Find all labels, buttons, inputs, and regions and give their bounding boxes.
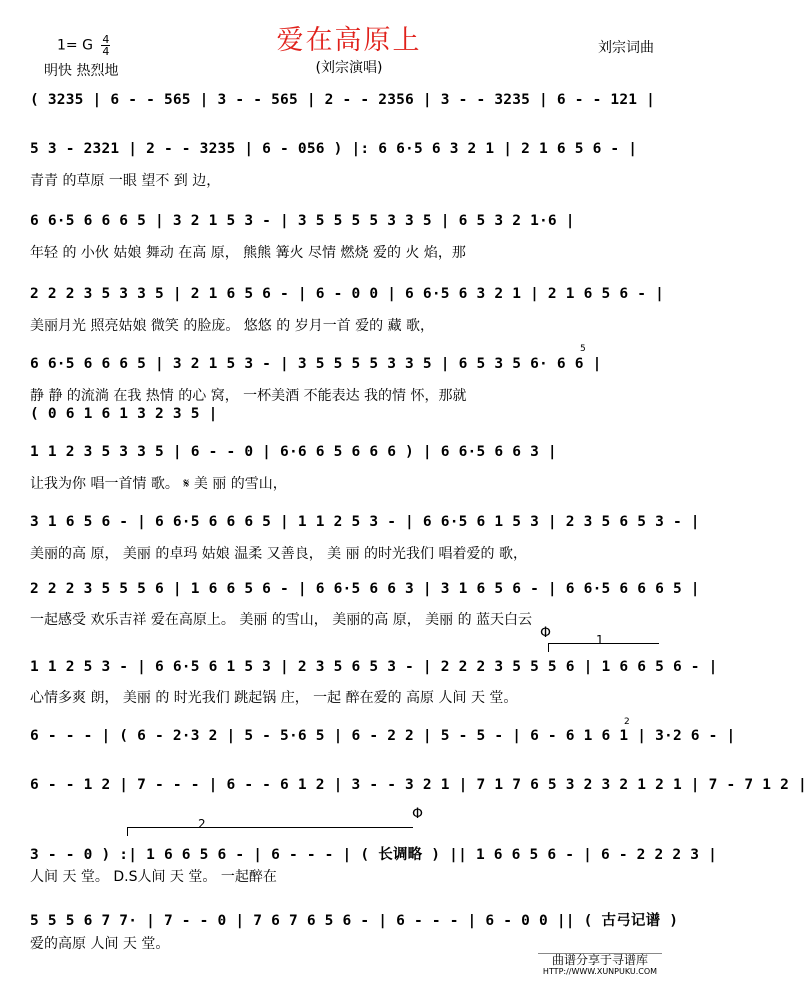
notation-row-13: 5 5 5 6 7 7· | 7 - - 0 | 7 6 7 6 5 6 - | 6 - - - | 6 - 0 0 || ( 古弓记谱 ) — [30, 913, 679, 929]
notation-row-5-interlude: ( 0 6 1 6 1 3 2 3 5 | — [30, 406, 218, 422]
grace-note-2: 2 — [624, 717, 630, 727]
notation-row-11: 6 - - 1 2 | 7 - - - | 6 - - 6 1 2 | 3 - - 3 2 1 | 7 1 7 6 5 3 2 3 2 1 2 1 | 7 - 7 1 2 | — [30, 777, 807, 793]
lyrics-row-5: 静 静 的流淌 在我 热情 的心 窝， 一杯美酒 不能表达 我的情 怀，那就 — [30, 388, 467, 404]
lyrics-row-8: 一起感受 欢乐吉祥 爱在高原上。 美丽 的雪山， 美丽的高 原， 美丽 的 蓝天白云 — [30, 612, 533, 628]
notation-row-12: 3 - - 0 ) :| 1 6 6 5 6 - | 6 - - - | ( 长调略 ) || 1 6 6 5 6 - | 6 - 2 2 2 3 | — [30, 847, 718, 863]
key-text: 1= G — [57, 37, 93, 54]
notation-row-8: 2 2 2 3 5 5 5 6 | 1 6 6 5 6 - | 6 6·5 6 6 3 | 3 1 6 5 6 - | 6 6·5 6 6 6 5 | — [30, 581, 700, 597]
meter-top: 4 — [102, 33, 110, 46]
notation-row-10: 6 - - - | ( 6 - 2·3 2 | 5 - 5·6 5 | 6 - 2 2 | 5 - 5 - | 6 - 6 1 6 1 | 3·2 6 - | — [30, 728, 736, 744]
notation-row-7: 3 1 6 5 6 - | 6 6·5 6 6 6 5 | 1 1 2 5 3 - | 6 6·5 6 1 5 3 | 2 3 5 6 5 3 - | — [30, 514, 700, 530]
song-title: 爱在高原上 — [276, 25, 422, 56]
lyrics-row-13: 爱的高原 人间 天 堂。 — [30, 936, 170, 952]
lyrics-row-9: 心情多爽 朗， 美丽 的 时光我们 跳起锅 庄， 一起 醉在爱的 高原 人间 天 堂。 — [30, 690, 518, 706]
notation-row-9: 1 1 2 5 3 - | 6 6·5 6 1 5 3 | 2 3 5 6 5 3 - | 2 2 2 3 5 5 5 6 | 1 6 6 5 6 - | — [30, 659, 718, 675]
key-signature — [57, 34, 110, 57]
notation-row-5: 6 6·5 6 6 6 5 | 3 2 1 5 3 - | 3 5 5 5 5 3 3 5 | 6 5 3 5 6· 6 6 | — [30, 356, 602, 372]
notation-row-6: 1 1 2 3 5 3 3 5 | 6 - - 0 | 6·6 6 5 6 6 6 ) | 6 6·5 6 6 3 | — [30, 444, 557, 460]
composer-credit: 刘宗词曲 — [598, 40, 654, 56]
notation-row-1: ( 3235 | 6 - - 565 | 3 - - 565 | 2 - - 2356 | 3 - - 3235 | 6 - - 121 | — [30, 92, 656, 108]
lyrics-row-6: 让我为你 唱一首情 歌。 𝄋 美 丽 的雪山， — [30, 476, 287, 492]
meter-bottom: 4 — [102, 45, 110, 58]
watermark-url: HTTP://WWW.XUNPUKU.COM — [542, 967, 658, 976]
lyrics-row-3: 年轻 的 小伙 姑娘 舞动 在高 原， 熊熊 篝火 尽情 燃烧 爱的 火 焰，那 — [30, 245, 466, 261]
notation-row-4: 2 2 2 3 5 3 3 5 | 2 1 6 5 6 - | 6 - 0 0 | 6 6·5 6 3 2 1 | 2 1 6 5 6 - | — [30, 286, 665, 302]
volta-number-1: 1 — [596, 633, 604, 647]
lyrics-row-7: 美丽的高 原， 美丽 的卓玛 姑娘 温柔 又善良， 美 丽 的时光我们 唱着爱的 歌， — [30, 546, 527, 562]
volta-bracket-2 — [127, 827, 413, 836]
coda-sign-1: Φ — [540, 625, 552, 641]
watermark — [538, 953, 662, 980]
coda-sign-2: Φ — [412, 806, 424, 822]
lyrics-row-12: 人间 天 堂。 D.S人间 天 堂。 一起醉在 — [30, 869, 277, 885]
lyrics-row-4: 美丽月光 照亮姑娘 微笑 的脸庞。 悠悠 的 岁月一首 爱的 藏 歌， — [30, 318, 435, 334]
volta-number-2: 2 — [198, 817, 206, 831]
watermark-site: 曲谱分享于寻谱库 — [551, 953, 648, 967]
lyrics-row-2: 青青 的草原 一眼 望不 到 边， — [30, 173, 221, 189]
singer-credit: (刘宗演唱) — [315, 60, 383, 76]
grace-note-5: 5 — [580, 344, 586, 354]
tempo-marking: 明快 热烈地 — [44, 63, 119, 79]
notation-row-3: 6 6·5 6 6 6 5 | 3 2 1 5 3 - | 3 5 5 5 5 3 3 5 | 6 5 3 2 1·6 | — [30, 213, 575, 229]
time-signature — [101, 34, 110, 57]
notation-row-2: 5 3 - 2321 | 2 - - 3235 | 6 - 056 ) |: 6 6·5 6 3 2 1 | 2 1 6 5 6 - | — [30, 141, 638, 157]
